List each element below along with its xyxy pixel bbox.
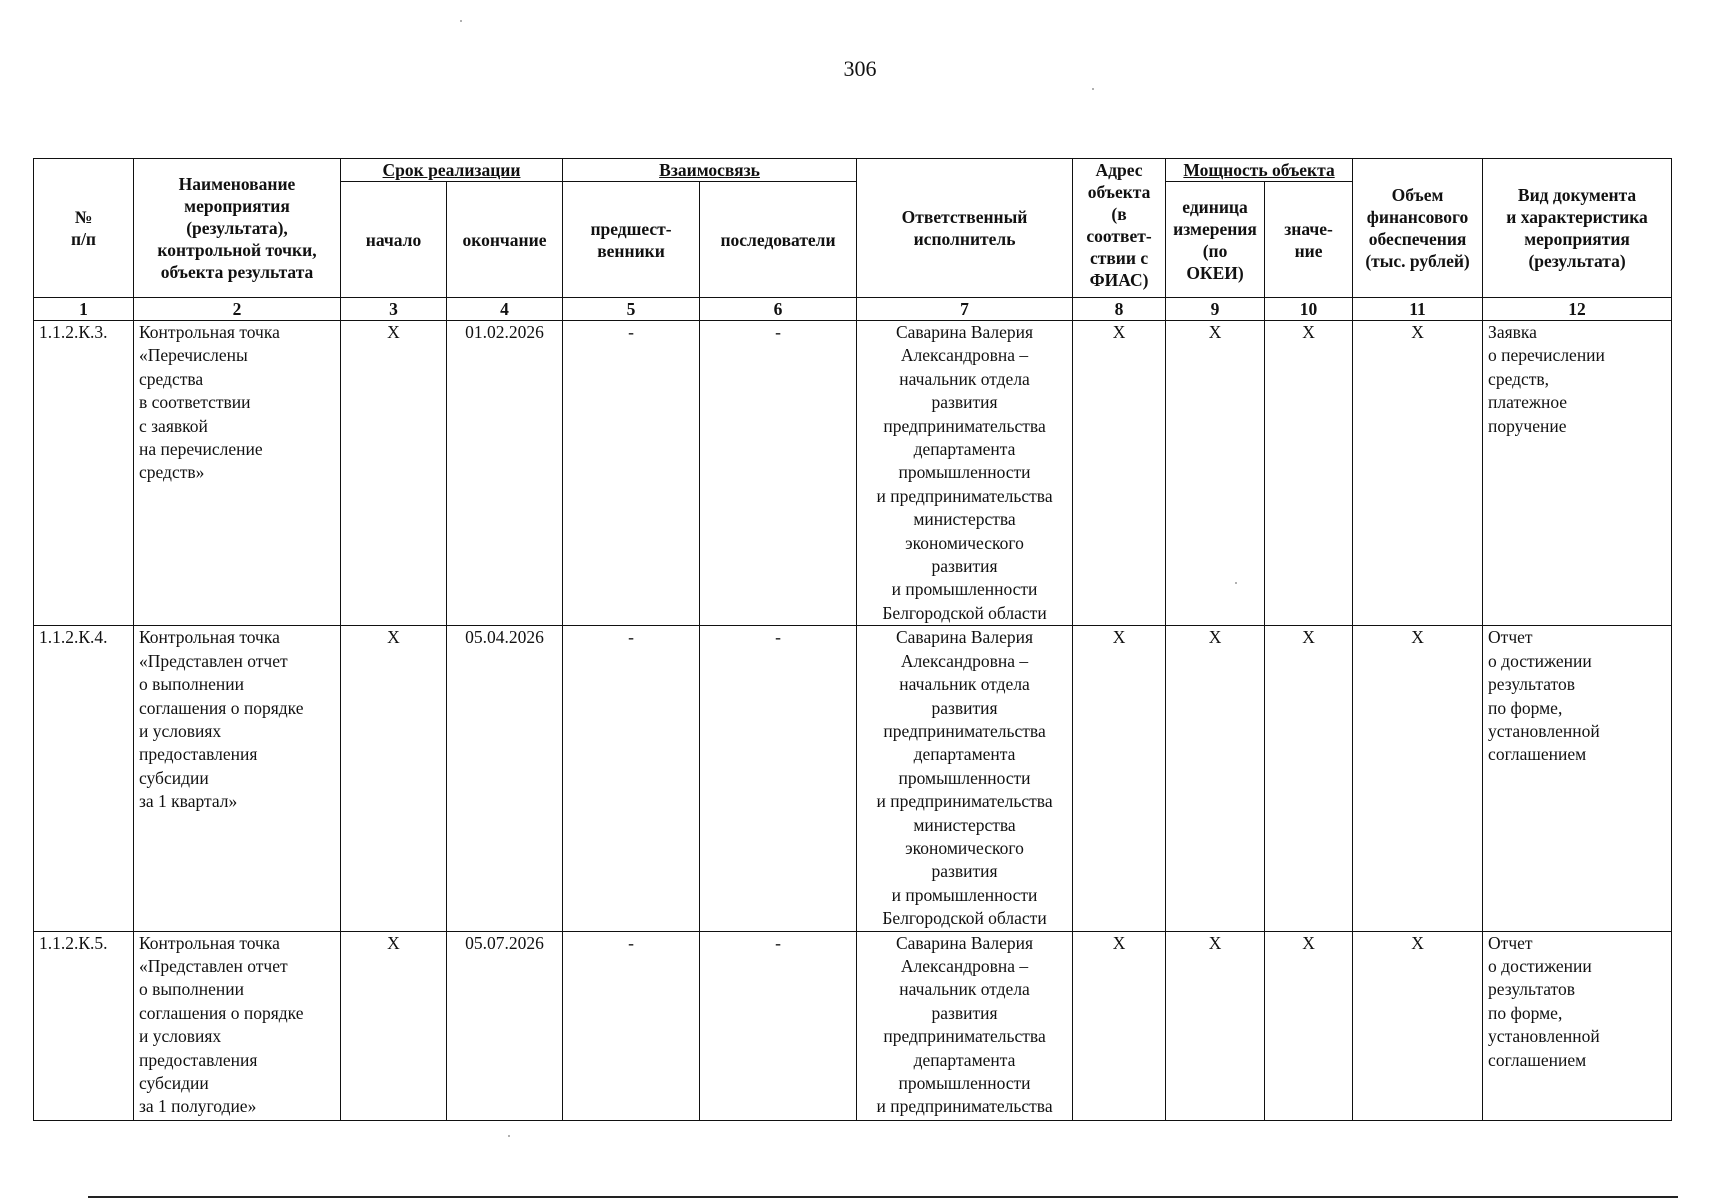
header-predecessors: предшест- венники xyxy=(563,182,700,298)
scan-speck xyxy=(1235,582,1237,584)
cell-successors: - xyxy=(700,626,857,931)
scan-speck xyxy=(1092,88,1094,90)
header-relation-label: Взаимосвязь xyxy=(659,160,760,180)
cell-start: X xyxy=(341,626,447,931)
cell-end: 05.04.2026 xyxy=(447,626,563,931)
header-capacity-label: Мощность объекта xyxy=(1183,160,1335,180)
cell-responsible: Саварина Валерия Александровна – начальник отдела развития предпринимательства департамента промышленности и предпринимательства министерства экономического развития и промышленности Белгородской области xyxy=(857,626,1073,931)
cell-responsible: Саварина Валерия Александровна – начальник отдела развития предпринимательства департамента промышленности и предпринимательства xyxy=(857,931,1073,1120)
header-period xyxy=(341,159,563,182)
cell-end: 01.02.2026 xyxy=(447,321,563,626)
cell-name: Контрольная точка «Представлен отчет о выполнении соглашения о порядке и условиях предоставления субсидии за 1 квартал» xyxy=(134,626,341,931)
cell-unit: X xyxy=(1166,626,1265,931)
cell-successors: - xyxy=(700,931,857,1120)
cell-unit: X xyxy=(1166,931,1265,1120)
column-number: 10 xyxy=(1265,298,1353,321)
cell-finance: X xyxy=(1353,931,1483,1120)
column-number: 9 xyxy=(1166,298,1265,321)
column-number: 4 xyxy=(447,298,563,321)
cell-value: X xyxy=(1265,931,1353,1120)
cell-document: Отчет о достижении результатов по форме, установленной соглашением xyxy=(1483,626,1672,931)
cell-start: X xyxy=(341,321,447,626)
cell-document: Заявка о перечислении средств, платежное поручение xyxy=(1483,321,1672,626)
cell-num: 1.1.2.К.3. xyxy=(34,321,134,626)
cell-finance: X xyxy=(1353,321,1483,626)
plan-table xyxy=(33,158,1672,1121)
header-successors: последователи xyxy=(700,182,857,298)
header-value: значе- ние xyxy=(1265,182,1353,298)
header-start: начало xyxy=(341,182,447,298)
header-unit: единица измерения (по ОКЕИ) xyxy=(1166,182,1265,298)
column-number: 8 xyxy=(1073,298,1166,321)
cell-value: X xyxy=(1265,321,1353,626)
header-end: окончание xyxy=(447,182,563,298)
scan-speck xyxy=(508,1135,510,1137)
header-period-label: Срок реализации xyxy=(382,160,521,180)
bottom-rule xyxy=(88,1196,1678,1198)
cell-start: X xyxy=(341,931,447,1120)
cell-finance: X xyxy=(1353,626,1483,931)
header-name: Наименование мероприятия (результата), контрольной точки, объекта результата xyxy=(134,159,341,298)
page-number: 306 xyxy=(843,56,877,81)
cell-end: 05.07.2026 xyxy=(447,931,563,1120)
cell-responsible: Саварина Валерия Александровна – начальник отдела развития предпринимательства департамента промышленности и предпринимательства министерства экономического развития и промышленности Белгородской области xyxy=(857,321,1073,626)
header-relation xyxy=(563,159,857,182)
column-number: 12 xyxy=(1483,298,1672,321)
scan-speck xyxy=(460,20,462,22)
table-row xyxy=(34,931,1672,1120)
header-document: Вид документа и характеристика мероприятия (результата) xyxy=(1483,159,1672,298)
column-number: 5 xyxy=(563,298,700,321)
header-num: № п/п xyxy=(34,159,134,298)
header-address: Адрес объекта (в соответ- ствии с ФИАС) xyxy=(1073,159,1166,298)
column-number: 1 xyxy=(34,298,134,321)
table-row xyxy=(34,626,1672,931)
column-number: 2 xyxy=(134,298,341,321)
cell-unit: X xyxy=(1166,321,1265,626)
column-number: 11 xyxy=(1353,298,1483,321)
cell-num: 1.1.2.К.5. xyxy=(34,931,134,1120)
cell-name: Контрольная точка «Перечислены средства в соответствии с заявкой на перечисление средств» xyxy=(134,321,341,626)
table-row xyxy=(34,321,1672,626)
header-finance: Объем финансового обеспечения (тыс. рублей) xyxy=(1353,159,1483,298)
header-responsible: Ответственный исполнитель xyxy=(857,159,1073,298)
cell-predecessors: - xyxy=(563,321,700,626)
cell-document: Отчет о достижении результатов по форме, установленной соглашением xyxy=(1483,931,1672,1120)
table-header xyxy=(34,159,1672,321)
cell-address: X xyxy=(1073,626,1166,931)
cell-value: X xyxy=(1265,626,1353,931)
cell-num: 1.1.2.К.4. xyxy=(34,626,134,931)
cell-predecessors: - xyxy=(563,931,700,1120)
table-body xyxy=(34,321,1672,1121)
header-capacity xyxy=(1166,159,1353,182)
column-number: 6 xyxy=(700,298,857,321)
column-number: 7 xyxy=(857,298,1073,321)
cell-successors: - xyxy=(700,321,857,626)
column-number: 3 xyxy=(341,298,447,321)
cell-address: X xyxy=(1073,321,1166,626)
cell-name: Контрольная точка «Представлен отчет о выполнении соглашения о порядке и условиях предоставления субсидии за 1 полугодие» xyxy=(134,931,341,1120)
cell-address: X xyxy=(1073,931,1166,1120)
column-number-row xyxy=(34,298,1672,321)
cell-predecessors: - xyxy=(563,626,700,931)
